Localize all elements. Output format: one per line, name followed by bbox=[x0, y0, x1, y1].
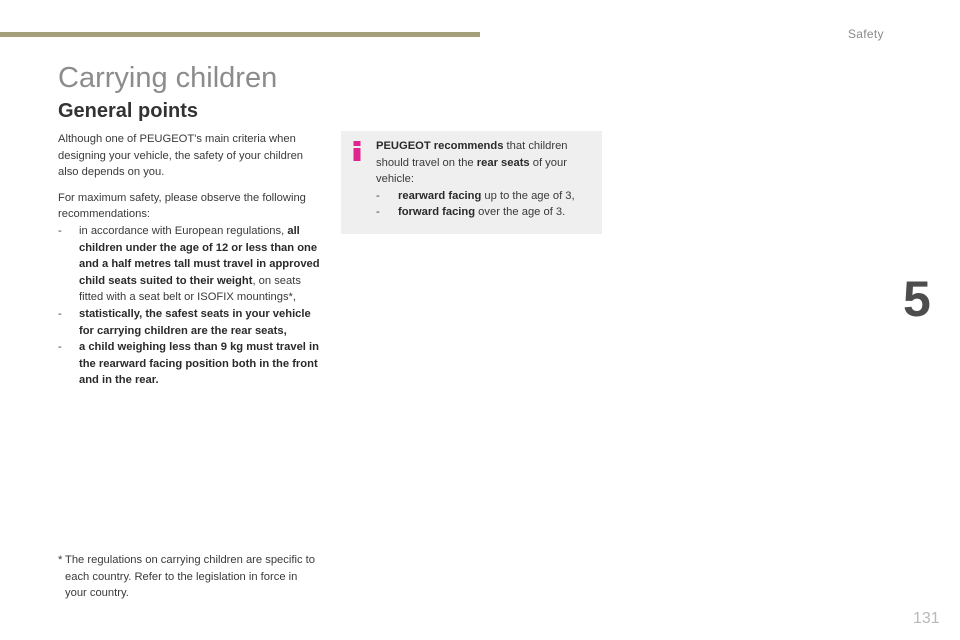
list-item: - rearward facing up to the age of 3, bbox=[376, 189, 575, 202]
intro-paragraph: Although one of PEUGEOT's main criteria when designing your vehicle, the safety of your children also depends on you. bbox=[58, 133, 304, 179]
info-box bbox=[341, 131, 602, 234]
info-icon bbox=[352, 141, 362, 161]
recommendations-list bbox=[58, 223, 320, 389]
section-label: Safety bbox=[848, 27, 884, 41]
page-title: Carrying children bbox=[58, 62, 278, 94]
recommendations-lead: For maximum safety, please observe the following recommendations: bbox=[58, 191, 306, 221]
list-item: - forward facing over the age of 3. bbox=[376, 206, 566, 219]
info-text bbox=[376, 138, 600, 221]
list-item: - statistically, the safest seats in your vehicle for carrying children are the rear seats, bbox=[58, 307, 311, 337]
page-number: 131 bbox=[913, 610, 940, 627]
header-rule bbox=[0, 32, 480, 37]
footnote-mark: * bbox=[58, 554, 63, 566]
info-list bbox=[376, 188, 600, 221]
info-lead: PEUGEOT recommends that children should travel on the rear seats of your vehicle: bbox=[376, 140, 568, 186]
section-subheading: General points bbox=[58, 100, 199, 122]
main-text-column bbox=[58, 131, 320, 389]
list-item: - in accordance with European regulations, all children under the age of 12 or less than one and a half metres tall must travel in approved child seats suited to their weight, on seats fitted with a seat belt or ISOFIX mountings*, bbox=[58, 224, 320, 304]
chapter-number: 5 bbox=[903, 271, 931, 327]
footnote bbox=[58, 552, 320, 602]
list-item: - a child weighing less than 9 kg must travel in the rearward facing position both in the front and in the rear. bbox=[58, 341, 319, 387]
footnote-text: The regulations on carrying children are specific to each country. Refer to the legislation in force in your country. bbox=[65, 554, 315, 600]
